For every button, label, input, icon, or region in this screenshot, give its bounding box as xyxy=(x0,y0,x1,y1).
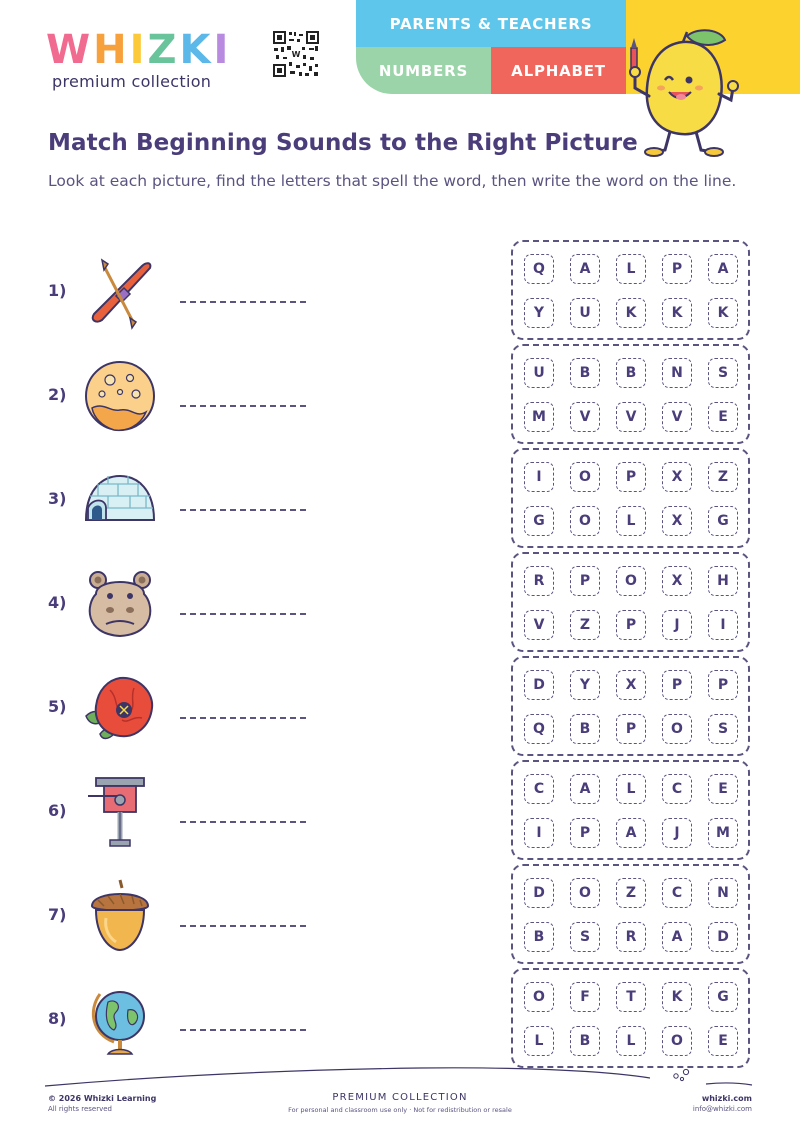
letter-tile[interactable]: O xyxy=(570,462,600,492)
letter-tile[interactable]: Q xyxy=(524,714,554,744)
letter-tile[interactable]: B xyxy=(616,358,646,388)
item-number: 8) xyxy=(48,1009,67,1028)
footer-copyright: © 2026 Whizki Learning xyxy=(48,1094,157,1103)
letter-tile[interactable]: M xyxy=(524,402,554,432)
instructions-text: Look at each picture, find the letters that spell the word, then write the word on the line. xyxy=(48,172,737,190)
answer-line[interactable] xyxy=(180,1029,306,1031)
letter-tile[interactable]: H xyxy=(708,566,738,596)
letter-tile[interactable]: L xyxy=(524,1026,554,1056)
letter-tile[interactable]: D xyxy=(524,878,554,908)
tab-alphabet[interactable]: ALPHABET xyxy=(491,47,626,94)
item-number: 5) xyxy=(48,697,67,716)
exercise-row xyxy=(0,240,800,344)
letter-tile[interactable]: J xyxy=(662,818,692,848)
globe-icon xyxy=(80,980,160,1060)
logo-letter: K xyxy=(179,27,214,73)
logo-letter: Z xyxy=(147,27,180,73)
letter-tile[interactable]: N xyxy=(708,878,738,908)
tab-numbers[interactable]: NUMBERS xyxy=(356,47,491,94)
logo-wordmark xyxy=(46,27,232,73)
answer-line[interactable] xyxy=(180,821,306,823)
letter-tile[interactable]: L xyxy=(616,506,646,536)
answer-line[interactable] xyxy=(180,509,306,511)
acorn-icon xyxy=(80,876,160,956)
letter-tile[interactable]: N xyxy=(662,358,692,388)
item-number: 2) xyxy=(48,385,67,404)
letter-tile[interactable]: M xyxy=(708,818,738,848)
letter-tile[interactable]: B xyxy=(570,358,600,388)
moon-icon xyxy=(80,356,160,436)
letter-tile[interactable]: U xyxy=(524,358,554,388)
letter-tile[interactable]: X xyxy=(662,566,692,596)
letter-tile[interactable]: F xyxy=(570,982,600,1012)
item-number: 7) xyxy=(48,905,67,924)
letter-tile[interactable]: E xyxy=(708,402,738,432)
letter-tile[interactable]: A xyxy=(570,774,600,804)
letter-tile[interactable]: K xyxy=(662,298,692,328)
letter-tile[interactable]: I xyxy=(708,610,738,640)
letter-tile[interactable]: A xyxy=(662,922,692,952)
letter-tile[interactable]: L xyxy=(616,774,646,804)
letter-tile[interactable]: E xyxy=(708,1026,738,1056)
letter-tile[interactable]: I xyxy=(524,818,554,848)
letter-tile[interactable]: Z xyxy=(616,878,646,908)
poppy-icon xyxy=(80,668,160,748)
answer-line[interactable] xyxy=(180,405,306,407)
letter-tile[interactable]: V xyxy=(662,402,692,432)
footer-website-link[interactable]: whizki.com xyxy=(701,1094,752,1103)
letter-tile[interactable]: V xyxy=(524,610,554,640)
letter-tile[interactable]: V xyxy=(616,402,646,432)
item-number: 3) xyxy=(48,489,67,508)
igloo-icon xyxy=(80,460,160,540)
exercise-row xyxy=(0,552,800,656)
logo-tagline: premium collection xyxy=(52,72,212,91)
footer-divider xyxy=(40,1062,760,1092)
answer-line[interactable] xyxy=(180,301,306,303)
letter-tile[interactable]: R xyxy=(524,566,554,596)
exercise-row xyxy=(0,344,800,448)
logo-letter: I xyxy=(129,27,148,73)
letter-tile[interactable]: O xyxy=(662,1026,692,1056)
letter-tile[interactable]: C xyxy=(524,774,554,804)
kayak-icon xyxy=(80,252,160,332)
letter-tile[interactable]: P xyxy=(662,670,692,700)
letter-tile[interactable]: S xyxy=(570,922,600,952)
letter-tile[interactable]: B xyxy=(570,714,600,744)
letter-tile[interactable]: B xyxy=(570,1026,600,1056)
letter-tile[interactable]: A xyxy=(570,254,600,284)
letter-tile[interactable]: O xyxy=(524,982,554,1012)
answer-line[interactable] xyxy=(180,717,306,719)
letter-tile[interactable]: Z xyxy=(570,610,600,640)
letter-tile[interactable]: B xyxy=(524,922,554,952)
exercise-row xyxy=(0,968,800,1072)
letter-tile[interactable]: I xyxy=(524,462,554,492)
letter-tile[interactable]: S xyxy=(708,714,738,744)
letter-tile[interactable]: L xyxy=(616,254,646,284)
answer-line[interactable] xyxy=(180,925,306,927)
letter-tile[interactable]: X xyxy=(662,506,692,536)
letter-tile[interactable]: O xyxy=(570,878,600,908)
letter-tile[interactable]: Z xyxy=(708,462,738,492)
letter-tile[interactable]: K xyxy=(616,298,646,328)
letter-tile[interactable]: E xyxy=(708,774,738,804)
letter-tile[interactable]: O xyxy=(662,714,692,744)
logo-letter: W xyxy=(46,27,94,73)
letter-tile[interactable]: S xyxy=(708,358,738,388)
letter-tile[interactable]: K xyxy=(708,298,738,328)
letter-tile[interactable]: P xyxy=(570,818,600,848)
letter-tile[interactable]: P xyxy=(616,714,646,744)
letter-tile[interactable]: A xyxy=(708,254,738,284)
letter-tile[interactable]: O xyxy=(616,566,646,596)
letter-tile[interactable]: T xyxy=(616,982,646,1012)
footer-email-link[interactable]: info@whizki.com xyxy=(692,1105,752,1113)
hippo-icon xyxy=(80,564,160,644)
item-number: 4) xyxy=(48,593,67,612)
letter-tile[interactable]: O xyxy=(570,506,600,536)
letter-tile[interactable]: A xyxy=(616,818,646,848)
answer-line[interactable] xyxy=(180,613,306,615)
vise-icon xyxy=(80,772,160,852)
logo-letter: H xyxy=(93,27,130,73)
svg-text:W: W xyxy=(291,50,301,59)
letter-tile[interactable]: Q xyxy=(524,254,554,284)
letter-tile[interactable]: V xyxy=(570,402,600,432)
item-number: 6) xyxy=(48,801,67,820)
mango-mascot-icon xyxy=(625,28,745,158)
letter-tile[interactable]: X xyxy=(616,670,646,700)
letter-tile[interactable]: C xyxy=(662,774,692,804)
letter-tile[interactable]: P xyxy=(708,670,738,700)
letter-tile[interactable]: R xyxy=(616,922,646,952)
qr-code-icon[interactable] xyxy=(272,30,320,78)
letter-tile[interactable]: P xyxy=(616,462,646,492)
letter-tile[interactable]: D xyxy=(708,922,738,952)
letter-tile[interactable]: G xyxy=(524,506,554,536)
footer-rights: All rights reserved xyxy=(48,1105,112,1113)
tab-parents-teachers[interactable]: PARENTS & TEACHERS xyxy=(356,0,626,47)
letter-tile[interactable]: L xyxy=(616,1026,646,1056)
letter-tile[interactable]: C xyxy=(662,878,692,908)
letter-tile[interactable]: Y xyxy=(570,670,600,700)
category-nav xyxy=(356,0,626,94)
exercise-row xyxy=(0,864,800,968)
letter-tile[interactable]: G xyxy=(708,506,738,536)
letter-tile[interactable]: D xyxy=(524,670,554,700)
letter-tile[interactable]: P xyxy=(662,254,692,284)
exercise-row xyxy=(0,656,800,760)
exercise-row xyxy=(0,760,800,864)
letter-tile[interactable]: G xyxy=(708,982,738,1012)
letter-tile[interactable]: U xyxy=(570,298,600,328)
letter-tile[interactable]: J xyxy=(662,610,692,640)
footer-usage-note: For personal and classroom use only · Not for redistribution or resale xyxy=(288,1106,512,1114)
letter-tile[interactable]: P xyxy=(570,566,600,596)
whizki-logo xyxy=(46,27,232,91)
letter-tile[interactable]: X xyxy=(662,462,692,492)
item-number: 1) xyxy=(48,281,67,300)
letter-tile[interactable]: P xyxy=(616,610,646,640)
page-title: Match Beginning Sounds to the Right Picture xyxy=(48,130,638,156)
logo-letter: I xyxy=(213,27,232,73)
letter-tile[interactable]: K xyxy=(662,982,692,1012)
exercise-row xyxy=(0,448,800,552)
footer-collection: PREMIUM COLLECTION xyxy=(332,1092,468,1103)
letter-tile[interactable]: Y xyxy=(524,298,554,328)
